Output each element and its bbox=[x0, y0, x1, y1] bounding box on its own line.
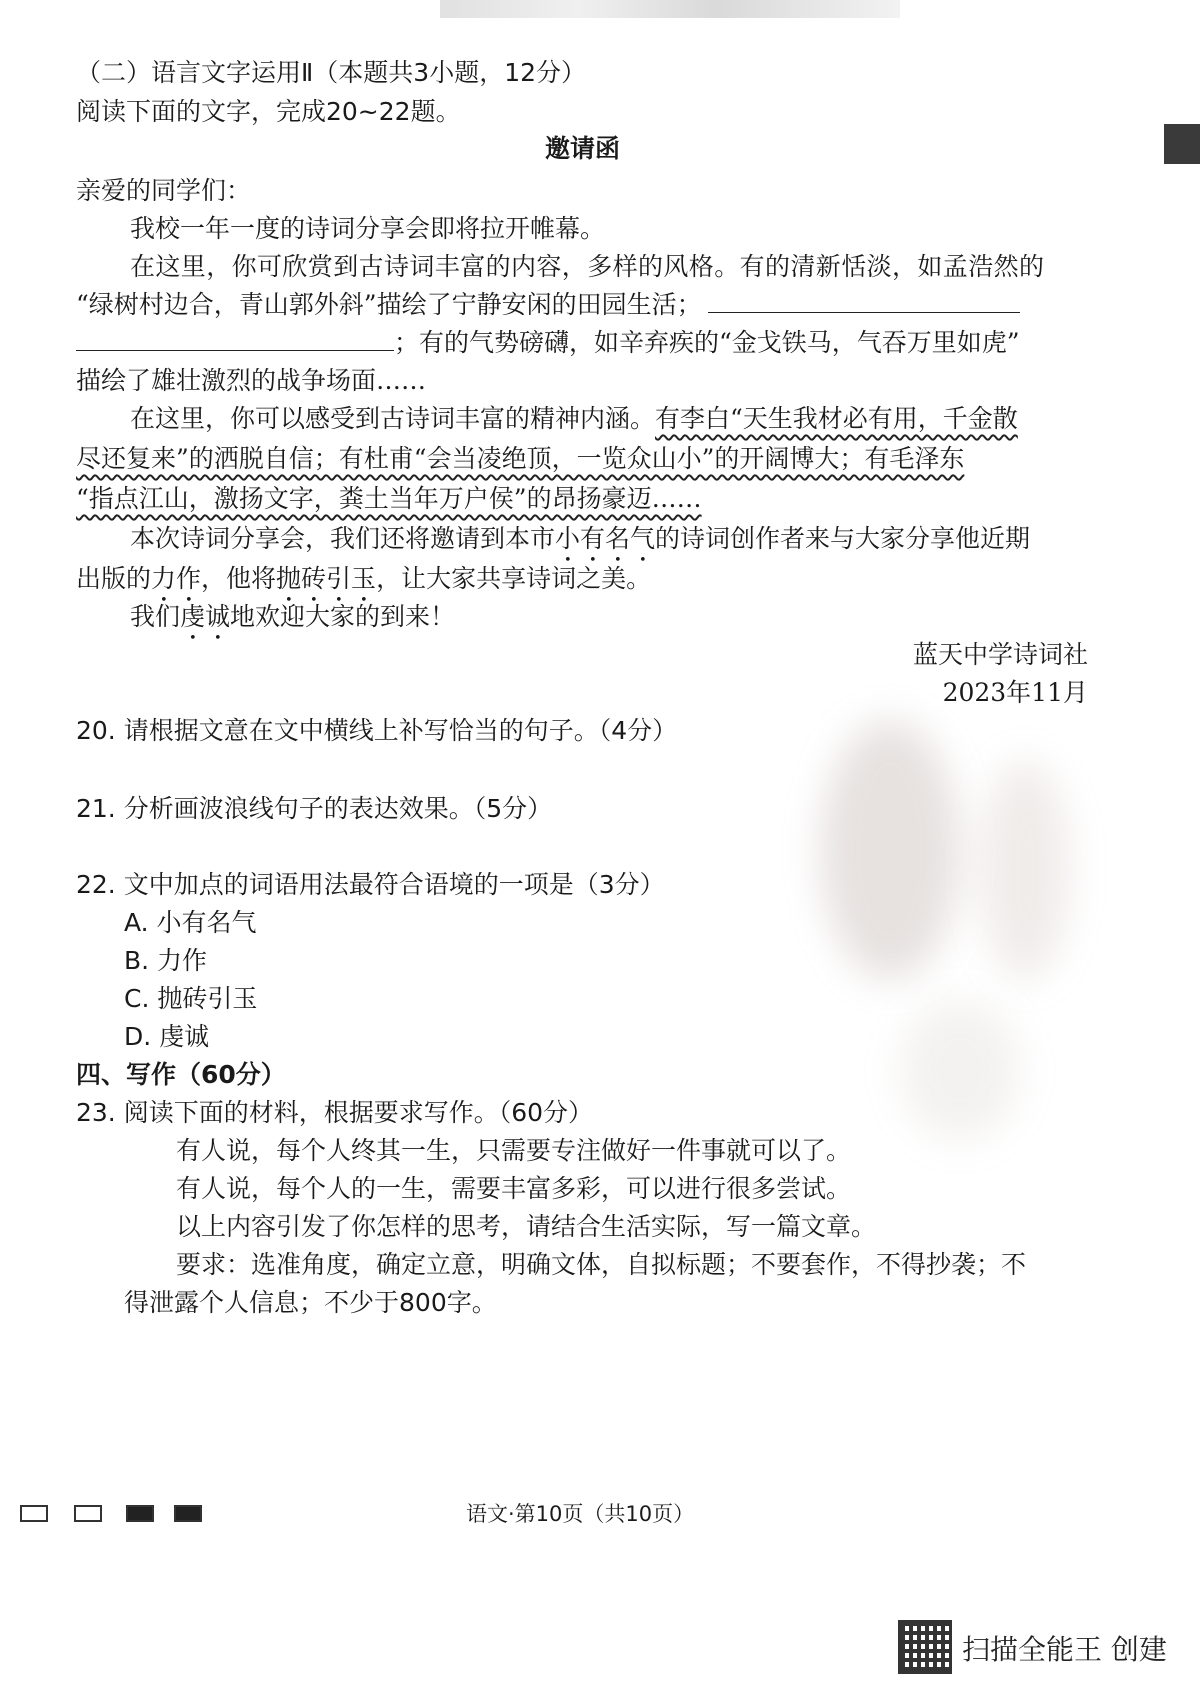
letter-text: 的诗词创作者来与大家分享他近期 bbox=[655, 524, 1031, 553]
wavy-underlined-sentence: “指点江山，激扬文字，粪土当年万户侯”的昂扬豪迈…… bbox=[76, 484, 702, 513]
letter-paragraph-3-text: 在这里，你可以感受到古诗词丰富的精神内涵。 bbox=[130, 404, 656, 433]
letter-text: ，他将 bbox=[201, 564, 277, 593]
letter-date: 2023年11月 bbox=[942, 678, 1088, 707]
section-title: （二）语言文字运用Ⅱ（本题共3小题，12分） bbox=[76, 58, 587, 87]
wavy-underlined-sentence: 尽还复来”的洒脱自信；有杜甫“会当凌绝顶，一览众山小”的开阔博大；有毛泽东 bbox=[76, 444, 965, 473]
letter-paragraph-1: 我校一年一度的诗词分享会即将拉开帷幕。 bbox=[130, 214, 606, 243]
dotted-word: 虔诚 bbox=[180, 602, 231, 631]
letter-paragraph-2-line-3 bbox=[76, 324, 1020, 362]
letter-signature: 蓝天中学诗词社 bbox=[912, 640, 1088, 669]
letter-paragraph-2-text: ；有的气势磅礴，如辛弃疾的“金戈铁马，气吞万里如虎” bbox=[394, 328, 1020, 357]
letter-paragraph-2-line-2 bbox=[76, 286, 1020, 324]
scan-header-artifact bbox=[440, 0, 900, 18]
question-20: 20. 请根据文意在文中横线上补写恰当的句子。（4分） bbox=[76, 716, 678, 745]
letter-paragraph-2-line-4: 描绘了雄壮激烈的战争场面…… bbox=[76, 366, 427, 395]
fill-in-blank-line bbox=[76, 324, 394, 351]
letter-text: 地欢迎大家的到来！ bbox=[230, 602, 456, 631]
letter-paragraph-3-line-1 bbox=[130, 400, 1018, 438]
instruction: 阅读下面的文字，完成20~22题。 bbox=[76, 97, 461, 126]
letter-text: 本次诗词分享会，我们还将邀请到本市 bbox=[130, 524, 556, 553]
page-edge-tab bbox=[1164, 124, 1200, 164]
option-a: A. 小有名气 bbox=[124, 908, 257, 937]
option-b: B. 力作 bbox=[124, 946, 208, 975]
paper-stain bbox=[900, 1000, 1020, 1140]
option-d: D. 虔诚 bbox=[124, 1022, 210, 1051]
footer-marker-box bbox=[174, 1505, 202, 1522]
letter-paragraph-2-text: “绿树村边合，青山郭外斜”描绘了宁静安闲的田园生活； bbox=[76, 290, 702, 319]
paper-stain bbox=[820, 720, 960, 980]
writing-heading: 四、写作（60分） bbox=[76, 1060, 286, 1089]
option-c: C. 抛砖引玉 bbox=[124, 984, 258, 1013]
letter-title: 邀请函 bbox=[545, 134, 621, 163]
dotted-word: 抛砖引玉 bbox=[276, 564, 377, 593]
footer-marker-box bbox=[74, 1505, 102, 1522]
material-3: 以上内容引发了你怎样的思考，请结合生活实际，写一篇文章。 bbox=[176, 1212, 877, 1241]
material-1: 有人说，每个人终其一生，只需要专注做好一件事就可以了。 bbox=[176, 1136, 852, 1165]
question-23: 23. 阅读下面的材料，根据要求写作。（60分） bbox=[76, 1098, 594, 1127]
fill-in-blank-line bbox=[708, 286, 1020, 313]
qr-code-icon bbox=[898, 1620, 952, 1674]
material-2: 有人说，每个人的一生，需要丰富多彩，可以进行很多尝试。 bbox=[176, 1174, 852, 1203]
footer-marker-box bbox=[126, 1505, 154, 1522]
letter-text: ，让大家共享诗词之美。 bbox=[376, 564, 652, 593]
paper-stain bbox=[980, 760, 1070, 980]
page-number: 语文·第10页（共10页） bbox=[466, 1502, 695, 1526]
letter-text: 我们 bbox=[130, 602, 181, 631]
writing-requirements-line-2: 得泄露个人信息；不少于800字。 bbox=[124, 1288, 497, 1317]
question-21: 21. 分析画波浪线句子的表达效果。（5分） bbox=[76, 794, 553, 823]
letter-greeting: 亲爱的同学们： bbox=[76, 176, 252, 205]
dotted-word: 力作 bbox=[151, 564, 202, 593]
letter-text: 出版的 bbox=[76, 564, 152, 593]
letter-paragraph-5 bbox=[130, 598, 455, 646]
question-22: 22. 文中加点的词语用法最符合语境的一项是（3分） bbox=[76, 870, 665, 899]
dotted-word: 小有名气 bbox=[555, 524, 656, 553]
writing-requirements-line-1: 要求：选准角度，确定立意，明确文体，自拟标题；不要套作，不得抄袭；不 bbox=[176, 1250, 1027, 1279]
scanner-watermark: 扫描全能王 创建 bbox=[962, 1633, 1167, 1666]
footer-marker-box bbox=[20, 1505, 48, 1522]
letter-paragraph-2-line-1: 在这里，你可欣赏到古诗词丰富的内容，多样的风格。有的清新恬淡，如孟浩然的 bbox=[130, 252, 1045, 281]
wavy-underlined-sentence: 有李白“天生我材必有用，千金散 bbox=[655, 404, 1018, 433]
